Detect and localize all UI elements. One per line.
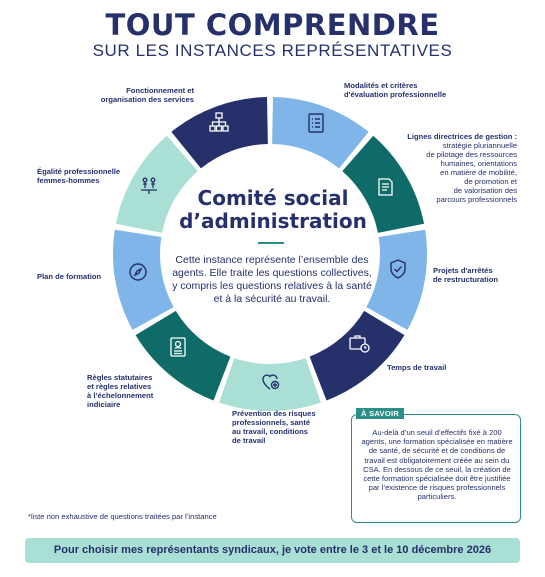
segment-temps-travail xyxy=(310,311,405,401)
label-prevention: Prévention des risques professionnels, santé au travail, conditions de travail xyxy=(232,409,316,445)
label-plan-formation: Plan de formation xyxy=(37,272,102,281)
label-regles-statutaires: Règles statutaires et règles relatives à l’échelonnement indiciaire xyxy=(87,373,154,409)
page-subtitle: SUR LES INSTANCES REPRÉSENTATIVES xyxy=(92,41,453,60)
page-title: TOUT COMPRENDRE xyxy=(105,8,440,42)
info-box-tag: À SAVOIR xyxy=(356,408,404,419)
briefcase-clock-icon xyxy=(347,331,371,355)
checklist-icon xyxy=(304,111,328,135)
info-box-text: Au-delà d’un seuil d’effectifs fixé à 200 agents, une formation spécialisée en matière de santé, de sécurité et de conditions de travail est obligatoirement créée au sein du CSA. En dessous de ce seuil, la création de cette formation spécialisée doit être justifiée par l’existence de risques professionnels particuliers. xyxy=(361,428,513,502)
shield-icon xyxy=(386,257,410,281)
vote-banner-text: Pour choisir mes représentants syndicaux, je vote entre le 3 et le 10 décembre 2026 xyxy=(53,544,492,556)
footnote: *liste non exhaustive de questions traitées par l’instance xyxy=(28,512,217,521)
label-evaluation: Modalités et critères d'évaluation professionnelle xyxy=(344,81,447,99)
label-temps-travail: Temps de travail xyxy=(387,363,447,372)
balance-people-icon xyxy=(137,174,161,198)
label-egalite: Égalité professionnelle femmes-hommes xyxy=(37,167,121,185)
compass-icon xyxy=(126,260,150,284)
label-fonctionnement: Fonctionnement et organisation des services xyxy=(100,86,194,104)
center-divider xyxy=(258,242,284,244)
document-icon xyxy=(373,175,397,199)
label-lignes-directrices: Lignes directrices de gestion : stratégie pluriannuelle de pilotage des ressources humaines, orientations en matière de mobilité, de promotion et de valorisation des parcours professionnels xyxy=(407,132,517,204)
org-chart-icon xyxy=(207,110,231,134)
center-title: Comité social d’administration xyxy=(179,186,367,233)
label-restructuration: Projets d'arrêtés de restructuration xyxy=(433,266,498,284)
heart-plus-icon xyxy=(258,369,282,393)
id-card-icon xyxy=(166,335,190,359)
center-description: Cette instance représente l’ensemble des agents. Elle traite les questions collectives, y compris les questions relatives à la santé et à la sécurité au travail. xyxy=(172,254,372,305)
